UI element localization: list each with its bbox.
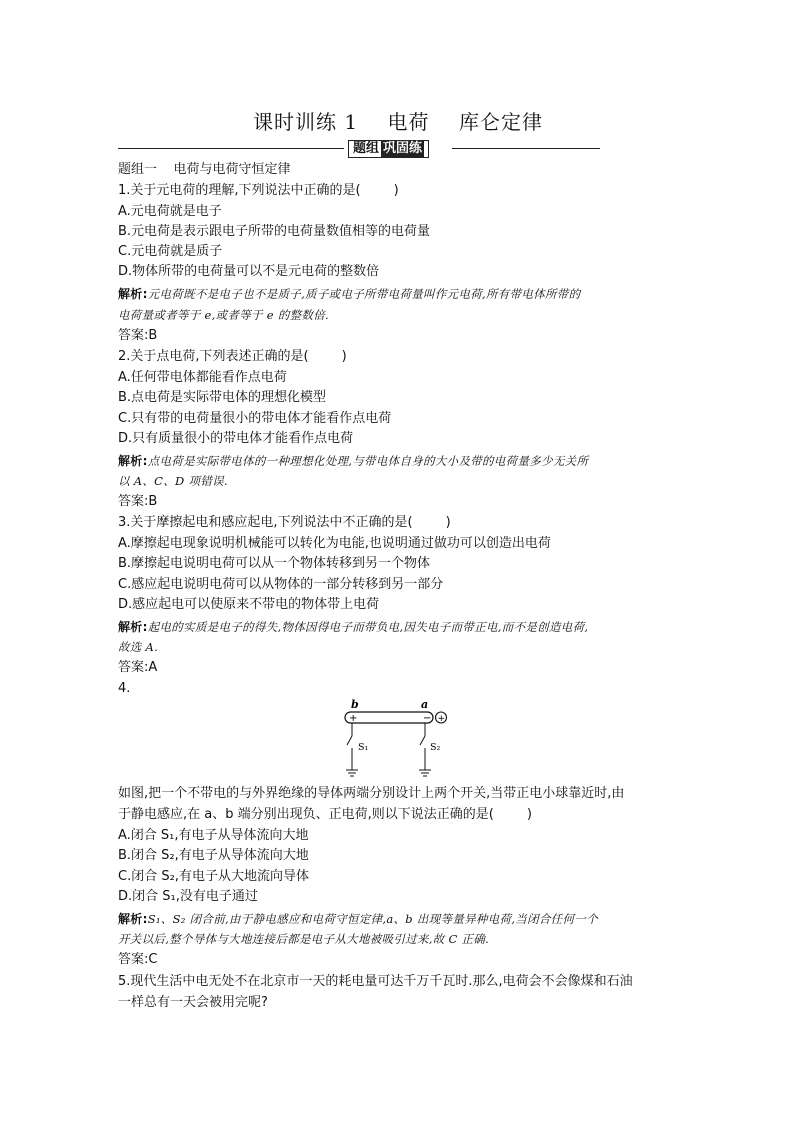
banner-rule-left bbox=[118, 148, 344, 149]
q1-option-b: B.元电荷是表示跟电子所带的电荷量数值相等的电荷量 bbox=[118, 224, 431, 239]
q3-analysis-line2: 故选 A. bbox=[118, 640, 159, 654]
q1-analysis-line1 bbox=[118, 284, 580, 304]
q3-stem: 3.关于摩擦起电和感应起电,下列说法中不正确的是( ) bbox=[118, 515, 451, 530]
q4-stem-line1: 如图,把一个不带电的与外界绝缘的导体两端分别设计上两个开关,当带正电小球靠近时,由 bbox=[118, 786, 625, 801]
fig-label-s1: S₁ bbox=[358, 742, 369, 753]
fig-label-s2: S₂ bbox=[430, 742, 441, 753]
q4-option-c: C.闭合 S₂,有电子从大地流向导体 bbox=[118, 869, 309, 884]
banner-right-text: 巩固练 bbox=[383, 141, 423, 156]
q3-option-c: C.感应起电说明电荷可以从物体的一部分转移到另一部分 bbox=[118, 577, 444, 592]
q4-analysis-line1 bbox=[118, 909, 598, 929]
q3-analysis-text1: 起电的实质是电子的得失,物体因得电子而带负电,因失电子而带正电,而不是创造电荷, bbox=[147, 620, 589, 634]
q3-analysis-label: 解析: bbox=[118, 620, 148, 634]
q3-option-b: B.摩擦起电说明电荷可以从一个物体转移到另一个物体 bbox=[118, 556, 431, 571]
q1-answer: 答案:B bbox=[118, 328, 158, 343]
q4-option-d: D.闭合 S₁,没有电子通过 bbox=[118, 889, 258, 904]
s2-switch-blade bbox=[420, 736, 425, 745]
q2-analysis-line1 bbox=[118, 451, 588, 471]
fig-label-b: b bbox=[351, 698, 359, 711]
q1-option-a: A.元电荷就是电子 bbox=[118, 204, 222, 219]
q1-analysis-text1: 元电荷既不是电子也不是质子,质子或电子所带电荷量叫作元电荷,所有带电体所带的 bbox=[147, 287, 581, 301]
q1-analysis-line2: 电荷量或者等于 e,或者等于 e 的整数倍. bbox=[118, 308, 329, 322]
q2-stem: 2.关于点电荷,下列表述正确的是( ) bbox=[118, 349, 347, 364]
q5-stem-line2: 一样总有一天会被用完呢? bbox=[118, 995, 268, 1010]
q1-option-c: C.元电荷就是质子 bbox=[118, 244, 223, 259]
q2-answer: 答案:B bbox=[118, 494, 158, 509]
q4-number: 4. bbox=[118, 681, 131, 696]
q4-option-a: A.闭合 S₁,有电子从导体流向大地 bbox=[118, 828, 309, 843]
q4-stem-line2: 于静电感应,在 a、b 端分别出现负、正电荷,则以下说法正确的是( ) bbox=[118, 807, 532, 822]
q2-analysis-text1: 点电荷是实际带电体的一种理想化处理,与带电体自身的大小及带的电荷量多少无关所 bbox=[147, 454, 589, 468]
q4-option-b: B.闭合 S₂,有电子从导体流向大地 bbox=[118, 848, 309, 863]
fig-ball-sign: + bbox=[437, 714, 446, 724]
q2-analysis-label: 解析: bbox=[118, 454, 148, 468]
q2-option-a: A.任何带电体都能看作点电荷 bbox=[118, 370, 287, 385]
q4-analysis-line2: 开关以后,整个导体与大地连接后都是电子从大地被吸引过来,故 C 正确. bbox=[118, 932, 490, 946]
q4-analysis-label: 解析: bbox=[118, 912, 148, 926]
q3-option-d: D.感应起电可以使原来不带电的物体带上电荷 bbox=[118, 597, 380, 612]
fig-plus-sign: + bbox=[349, 713, 358, 724]
q4-answer: 答案:C bbox=[118, 952, 158, 967]
fig-label-a: a bbox=[421, 698, 429, 711]
q3-analysis-line1 bbox=[118, 617, 588, 637]
conductor-diagram bbox=[336, 696, 456, 782]
q2-option-c: C.只有带的电荷量很小的带电体才能看作点电荷 bbox=[118, 411, 392, 426]
section-banner bbox=[118, 140, 678, 158]
banner-left-text: 题组 bbox=[353, 141, 380, 156]
q1-option-d: D.物体所带的电荷量可以不是元电荷的整数倍 bbox=[118, 264, 380, 279]
fig-minus-sign: − bbox=[423, 713, 432, 724]
conductor-body bbox=[345, 712, 433, 723]
q3-answer: 答案:A bbox=[118, 660, 158, 675]
q2-option-b: B.点电荷是实际带电体的理想化模型 bbox=[118, 390, 327, 405]
q1-stem: 1.关于元电荷的理解,下列说法中正确的是( ) bbox=[118, 183, 399, 198]
q2-analysis-line2: 以 A、C、D 项错误. bbox=[118, 474, 228, 488]
banner-rule-right bbox=[452, 148, 600, 149]
q2-option-d: D.只有质量很小的带电体才能看作点电荷 bbox=[118, 431, 354, 446]
q3-option-a: A.摩擦起电现象说明机械能可以转化为电能,也说明通过做功可以创造出电荷 bbox=[118, 536, 551, 551]
banner-badge bbox=[348, 140, 429, 158]
q4-analysis-text1: S₁、S₂ 闭合前,由于静电感应和电荷守恒定律,a、b 出现等量异种电荷,当闭合任何一个 bbox=[147, 912, 598, 926]
group-heading: 题组一 电荷与电荷守恒定律 bbox=[118, 162, 291, 177]
s1-switch-blade bbox=[347, 736, 352, 745]
q1-analysis-label: 解析: bbox=[118, 287, 148, 301]
q5-stem-line1: 5.现代生活中电无处不在北京市一天的耗电量可达千万千瓦时.那么,电荷会不会像煤和石油 bbox=[118, 974, 633, 989]
page-title: 课时训练 1 电荷 库仑定律 bbox=[253, 110, 543, 134]
